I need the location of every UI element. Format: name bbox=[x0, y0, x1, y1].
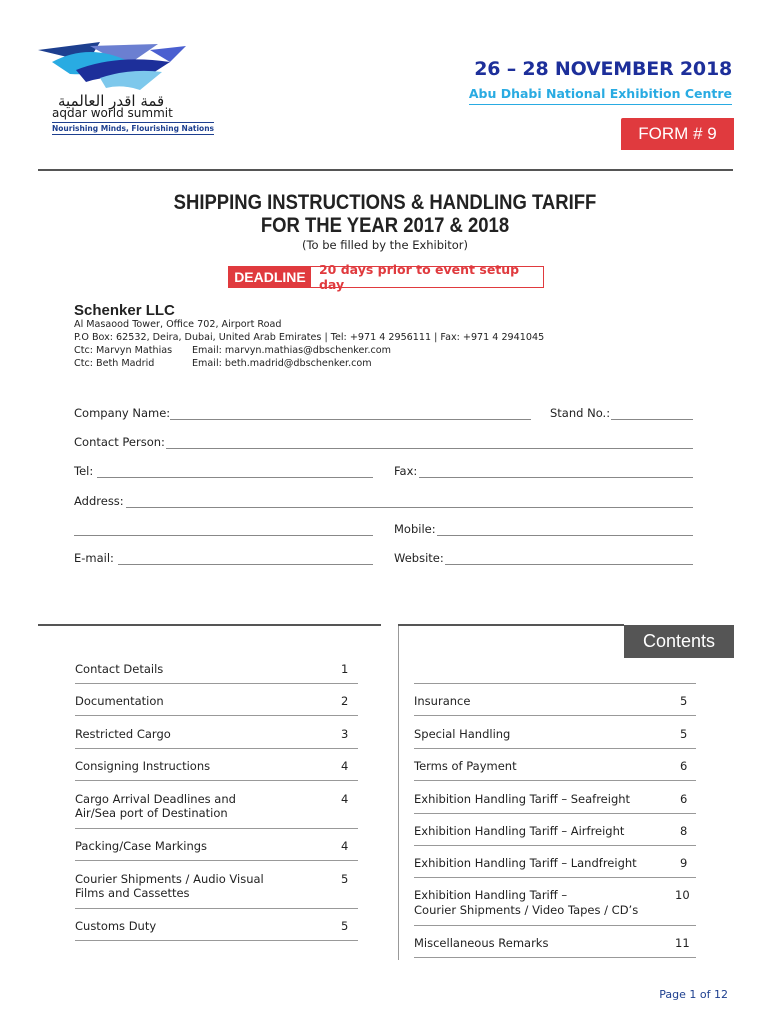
stand-no-label: Stand No.: bbox=[550, 406, 611, 420]
toc-page: 1 bbox=[341, 662, 349, 676]
toc-label: Customs Duty bbox=[75, 919, 157, 933]
mobile-field[interactable] bbox=[437, 535, 693, 536]
company-name-field[interactable] bbox=[170, 419, 531, 420]
toc-page: 4 bbox=[341, 759, 349, 773]
agent-contact2-email: Email: beth.madrid@dbschenker.com bbox=[192, 358, 372, 369]
address-field[interactable] bbox=[126, 507, 693, 508]
agent-contact1-email: Email: marvyn.mathias@dbschenker.com bbox=[192, 345, 391, 356]
toc-label: Special Handling bbox=[414, 727, 511, 741]
contents-divider-left bbox=[38, 624, 381, 626]
contents-column-divider bbox=[398, 626, 399, 960]
stand-no-field[interactable] bbox=[611, 419, 693, 420]
company-name-label: Company Name: bbox=[74, 406, 171, 420]
tel-label: Tel: bbox=[74, 464, 94, 478]
contents-divider-right bbox=[398, 624, 624, 626]
toc-page: 5 bbox=[680, 727, 688, 741]
toc-separator bbox=[75, 715, 358, 716]
deadline-banner bbox=[228, 262, 544, 292]
document-subtitle: (To be filled by the Exhibitor) bbox=[301, 238, 469, 252]
address-field-line2[interactable] bbox=[74, 535, 373, 536]
toc-page: 5 bbox=[341, 919, 349, 933]
toc-page: 6 bbox=[680, 792, 688, 806]
toc-label-line2: Air/Sea port of Destination bbox=[75, 806, 228, 820]
deadline-text: 20 days prior to event setup day bbox=[318, 262, 520, 292]
website-label: Website: bbox=[394, 551, 444, 565]
toc-label: Restricted Cargo bbox=[75, 727, 171, 741]
toc-separator bbox=[414, 780, 696, 781]
logo-tagline: Nourishing Minds, Flourishing Nations bbox=[52, 124, 214, 133]
agent-address-line1: Al Masaood Tower, Office 702, Airport Road bbox=[74, 319, 282, 330]
toc-page: 3 bbox=[341, 727, 349, 741]
header-divider bbox=[38, 169, 733, 171]
event-dates: 26 – 28 NOVEMBER 2018 bbox=[474, 58, 732, 80]
toc-separator bbox=[414, 925, 696, 926]
toc-separator bbox=[414, 715, 696, 716]
contents-heading: Contents bbox=[624, 625, 734, 658]
event-venue: Abu Dhabi National Exhibition Centre bbox=[469, 86, 732, 105]
toc-separator bbox=[75, 683, 358, 684]
toc-label: Cargo Arrival Deadlines and bbox=[75, 792, 236, 806]
logo-english-text: aqdar world summit bbox=[52, 106, 173, 120]
tel-field[interactable] bbox=[97, 477, 373, 478]
toc-page: 9 bbox=[680, 856, 688, 870]
toc-separator bbox=[75, 940, 358, 941]
form-number-badge: FORM # 9 bbox=[621, 118, 734, 150]
toc-page: 10 bbox=[675, 888, 690, 902]
toc-label: Exhibition Handling Tariff – Landfreight bbox=[414, 856, 637, 870]
contact-person-field[interactable] bbox=[166, 448, 693, 449]
toc-label: Exhibition Handling Tariff – Seafreight bbox=[414, 792, 631, 806]
address-label: Address: bbox=[74, 494, 124, 508]
toc-page: 8 bbox=[680, 824, 688, 838]
toc-separator bbox=[414, 845, 696, 846]
aqdar-logo-icon bbox=[30, 40, 190, 96]
document-title-line2: FOR THE YEAR 2017 & 2018 bbox=[260, 214, 510, 237]
toc-page: 4 bbox=[341, 839, 349, 853]
fax-field[interactable] bbox=[419, 477, 693, 478]
toc-separator bbox=[414, 683, 696, 684]
toc-label: Miscellaneous Remarks bbox=[414, 936, 549, 950]
toc-label: Contact Details bbox=[75, 662, 164, 676]
email-label: E-mail: bbox=[74, 551, 114, 565]
agent-name: Schenker LLC bbox=[74, 302, 175, 319]
toc-separator bbox=[75, 908, 358, 909]
toc-separator bbox=[414, 813, 696, 814]
page-number: Page 1 of 12 bbox=[659, 988, 728, 1001]
toc-page: 4 bbox=[341, 792, 349, 806]
toc-page: 5 bbox=[680, 694, 688, 708]
deadline-label: DEADLINE bbox=[229, 267, 311, 287]
mobile-label: Mobile: bbox=[394, 522, 436, 536]
fax-label: Fax: bbox=[394, 464, 418, 478]
toc-label-line2: Films and Cassettes bbox=[75, 886, 190, 900]
email-field[interactable] bbox=[118, 564, 373, 565]
contact-person-label: Contact Person: bbox=[74, 435, 165, 449]
toc-separator bbox=[75, 780, 358, 781]
toc-label: Packing/Case Markings bbox=[75, 839, 208, 853]
toc-label: Exhibition Handling Tariff – Airfreight bbox=[414, 824, 625, 838]
logo-arabic-text: قمة اقدر العالمية bbox=[58, 92, 165, 110]
toc-label: Insurance bbox=[414, 694, 471, 708]
agent-contact1-name: Ctc: Marvyn Mathias bbox=[74, 345, 173, 356]
toc-label: Documentation bbox=[75, 694, 164, 708]
toc-separator bbox=[75, 860, 358, 861]
agent-contact2-name: Ctc: Beth Madrid bbox=[74, 358, 155, 369]
toc-page: 6 bbox=[680, 759, 688, 773]
agent-address-line2: P.O Box: 62532, Deira, Dubai, United Arab Emirates | Tel: +971 4 2956111 | Fax: +971 4 2941045 bbox=[74, 332, 545, 343]
toc-separator bbox=[75, 828, 358, 829]
toc-separator bbox=[414, 748, 696, 749]
toc-label: Consigning Instructions bbox=[75, 759, 211, 773]
toc-separator bbox=[414, 957, 696, 958]
toc-page: 2 bbox=[341, 694, 349, 708]
toc-page: 11 bbox=[675, 936, 690, 950]
toc-label-line2: Courier Shipments / Video Tapes / CD’s bbox=[414, 903, 639, 917]
toc-page: 5 bbox=[341, 872, 349, 886]
website-field[interactable] bbox=[445, 564, 693, 565]
toc-label: Courier Shipments / Audio Visual bbox=[75, 872, 264, 886]
document-title-line1: SHIPPING INSTRUCTIONS & HANDLING TARIFF bbox=[173, 191, 597, 214]
toc-separator bbox=[414, 877, 696, 878]
toc-label: Exhibition Handling Tariff – bbox=[414, 888, 568, 902]
toc-separator bbox=[75, 748, 358, 749]
toc-label: Terms of Payment bbox=[414, 759, 517, 773]
